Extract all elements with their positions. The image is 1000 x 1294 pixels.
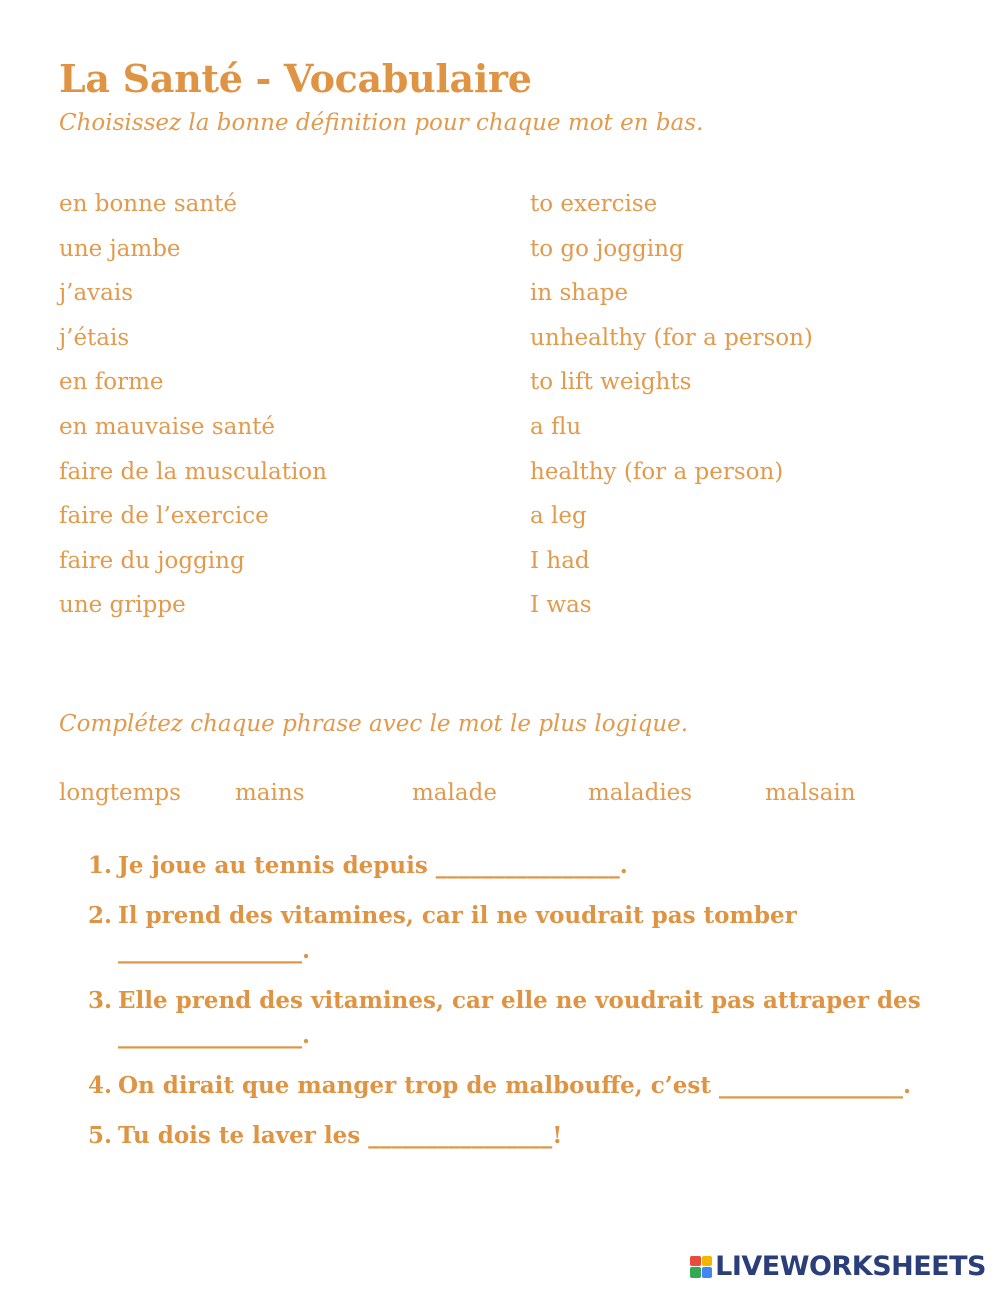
english-definition[interactable]: unhealthy (for a person) — [530, 324, 813, 351]
page-title: La Santé - Vocabulaire — [59, 56, 532, 101]
word-bank-item[interactable]: maladies — [588, 780, 693, 806]
french-term[interactable]: faire du jogging — [59, 547, 245, 574]
word-bank — [59, 780, 959, 816]
french-term[interactable]: une jambe — [59, 235, 181, 262]
french-terms-column — [59, 186, 327, 632]
english-definition[interactable]: I was — [530, 592, 592, 619]
question-item — [88, 1068, 928, 1103]
logo-mark-square — [690, 1267, 701, 1278]
question-list — [88, 848, 928, 1153]
fill-in-instructions: Complétez chaque phrase avec le mot le plus logique. — [59, 711, 689, 737]
logo-mark-square — [702, 1267, 713, 1278]
question-number: 3. — [88, 987, 113, 1014]
question-text[interactable]: Elle prend des vitamines, car elle ne voudrait pas attraper des ________________. — [118, 987, 921, 1049]
question-text[interactable]: Tu dois te laver les ________________! — [118, 1122, 563, 1149]
question-number: 2. — [88, 902, 113, 929]
logo-mark-icon — [690, 1256, 712, 1278]
french-term[interactable]: une grippe — [59, 592, 186, 619]
french-term[interactable]: en bonne santé — [59, 191, 238, 217]
french-term[interactable]: j’avais — [59, 280, 134, 307]
word-bank-item[interactable]: malade — [412, 780, 497, 806]
english-definition[interactable]: healthy (for a person) — [530, 458, 784, 485]
question-text[interactable]: Il prend des vitamines, car il ne voudrait pas tomber ________________. — [118, 902, 797, 964]
english-definition[interactable]: in shape — [530, 280, 629, 307]
word-bank-item[interactable]: malsain — [765, 780, 856, 806]
question-item — [88, 1118, 928, 1153]
english-definition[interactable]: a leg — [530, 503, 587, 530]
french-term[interactable]: en mauvaise santé — [59, 413, 276, 440]
logo-text: LIVEWORKSHEETS — [715, 1251, 986, 1282]
question-number: 5. — [88, 1122, 113, 1149]
question-item — [88, 898, 928, 968]
french-term[interactable]: faire de l’exercice — [59, 503, 269, 530]
word-bank-item[interactable]: mains — [235, 780, 305, 806]
english-definition[interactable]: a flu — [530, 413, 582, 440]
word-bank-item[interactable]: longtemps — [59, 780, 181, 806]
french-term[interactable]: en forme — [59, 369, 164, 396]
question-text[interactable]: On dirait que manger trop de malbouffe, c’est ________________. — [118, 1072, 911, 1099]
english-definition[interactable]: to lift weights — [530, 369, 692, 396]
english-definition[interactable]: I had — [530, 547, 590, 574]
question-number: 4. — [88, 1072, 113, 1099]
question-number: 1. — [88, 852, 113, 879]
french-term[interactable]: faire de la musculation — [59, 458, 327, 485]
english-definitions-column — [530, 186, 813, 632]
english-definition[interactable]: to exercise — [530, 191, 658, 217]
question-text[interactable]: Je joue au tennis depuis ________________. — [118, 852, 628, 879]
french-term[interactable]: j’étais — [59, 324, 130, 351]
liveworksheets-logo — [690, 1251, 986, 1282]
english-definition[interactable]: to go jogging — [530, 235, 684, 262]
logo-mark-square — [690, 1256, 701, 1267]
question-item — [88, 848, 928, 883]
question-item — [88, 983, 928, 1053]
logo-mark-square — [702, 1256, 713, 1267]
matching-instructions: Choisissez la bonne définition pour chaque mot en bas. — [59, 110, 704, 136]
